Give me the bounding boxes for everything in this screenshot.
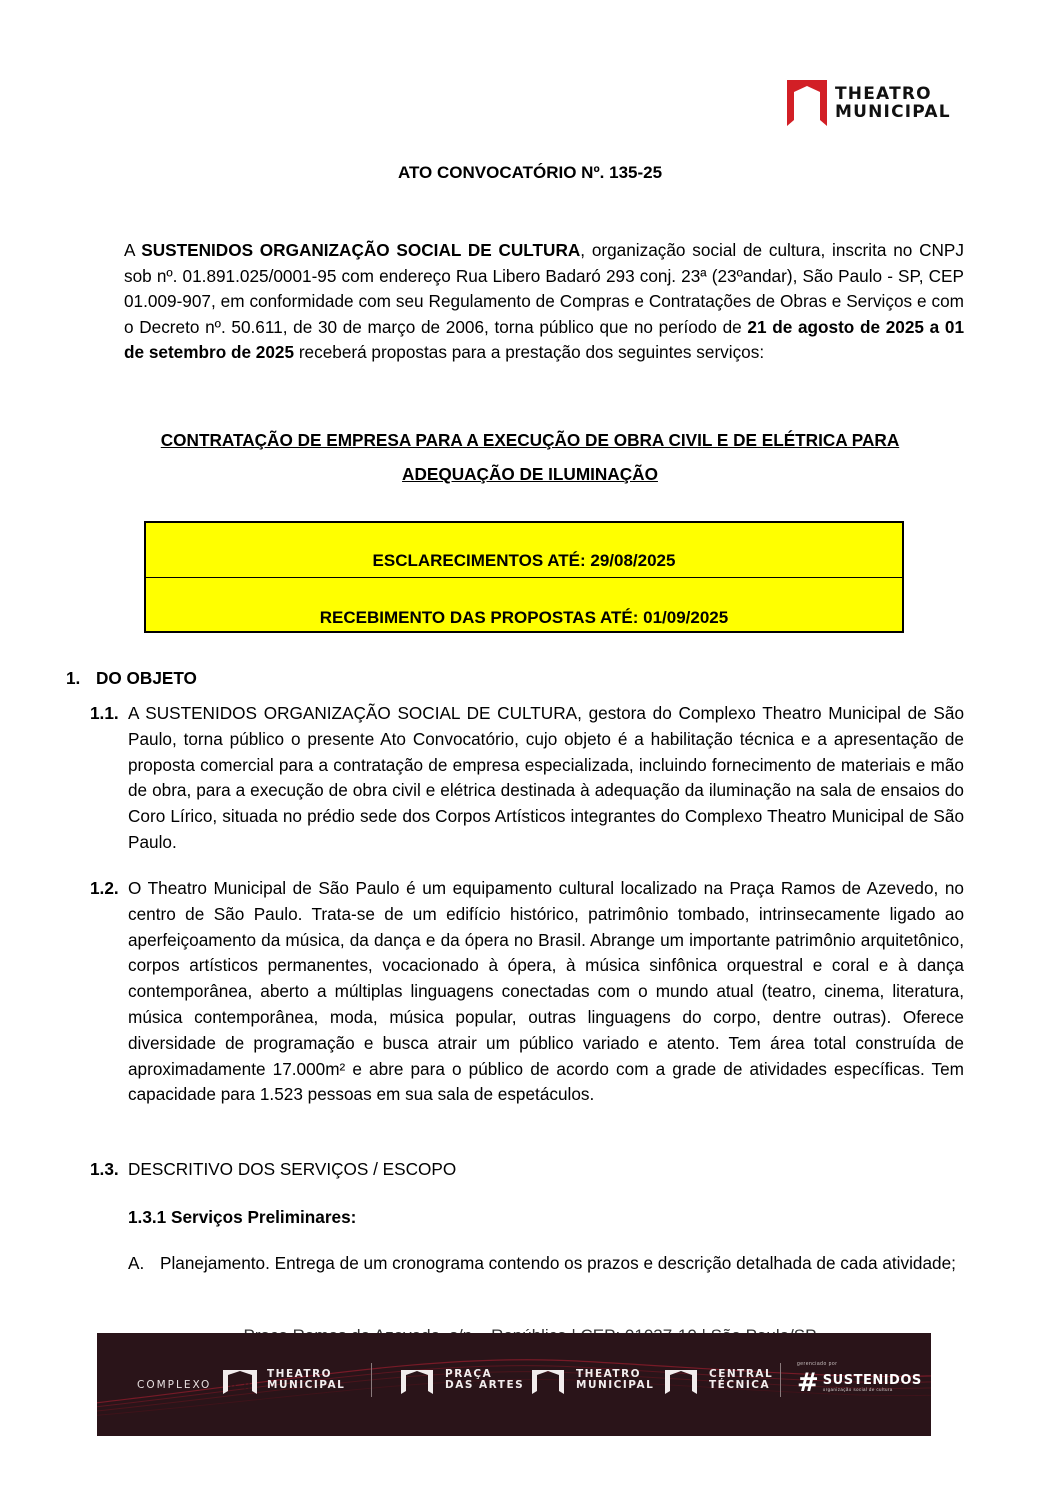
arch-icon (399, 1366, 437, 1394)
footer-logo-praca-das-artes: PRAÇA DAS ARTES (399, 1366, 524, 1394)
footer-separator (371, 1363, 372, 1397)
theatro-arch-icon (221, 1366, 259, 1394)
proposal-period: 21 de agosto de 2025 a 01 de setembro de 2025 (124, 316, 964, 363)
list-item-a: A. Planejamento. Entrega de um cronograma contendo os prazos e descrição detalhada de cada atividade; (128, 1253, 956, 1273)
footer-logo-theatro-municipal-2: THEATRO MUNICIPAL (530, 1366, 654, 1394)
subsection-1-3-1-title: 1.3.1 Serviços Preliminares: (128, 1207, 357, 1227)
managed-by-label: gerenciado por (797, 1361, 838, 1367)
item-1-1: 1.1. A SUSTENIDOS ORGANIZAÇÃO SOCIAL DE CULTURA, gestora do Complexo Theatro Municipal de São Paulo, torna público o presente Ato Convocatório, cujo objeto é a habilitação técnica e a apresentação de proposta comercial para a contratação de empresa especializada, incluindo fornecimento de materiais e mão de obra, para a execução de obra civil e elétrica destinada à adequação da iluminação na sala de ensaios do Coro Lírico, situada no prédio sede dos Corpos Artísticos integrantes do Complexo Theatro Municipal de São Paulo. (90, 703, 964, 852)
arch-icon (530, 1366, 568, 1394)
hash-icon: # (797, 1368, 819, 1398)
organization-name: SUSTENIDOS ORGANIZAÇÃO SOCIAL DE CULTURA (141, 240, 581, 260)
subject-heading: CONTRATAÇÃO DE EMPRESA PARA A EXECUÇÃO DE OBRA CIVIL E DE ELÉTRICA PARA ADEQUAÇÃO DE ILUMINAÇÃO (160, 430, 900, 484)
section-1-title: 1. DO OBJETO (66, 668, 197, 688)
clarifications-deadline: ESCLARECIMENTOS ATÉ: 29/08/2025 (146, 523, 902, 578)
item-1-2: 1.2. O Theatro Municipal de São Paulo é um equipamento cultural localizado na Praça Ramos de Azevedo, no centro de São Paulo. Trata-se de um edifício histórico, patrimônio tombado, intrinsecamente ligado ao aperfeiçoamento da música, da dança e da ópera no Brasil. Abrange um importante patrimônio arquitetônico, corpos artísticos permanentes, vocacionado à ópera, à música sinfônica orquestral e coral e à dança contemporânea, aberto a múltiplas linguagens conectadas com o mundo atual (teatro, cinema, literatura, música contemporânea, moda, música popular, outras linguagens do corpo, dentre outras). Oferece diversidade de programação e busca atrair um público variado e atento. Tem área total construída de aproximadamente 17.000m² e abre para o público de acordo com a grade de atividades específicas. Tem capacidade para 1.523 pessoas em sua sala de espetáculos. (90, 878, 964, 1105)
footer-logo-sustenidos: gerenciado por # SUSTENIDOS organização social de cultura (797, 1361, 922, 1398)
arch-icon (663, 1366, 701, 1394)
footer-logo-theatro-municipal: THEATRO MUNICIPAL (221, 1366, 345, 1394)
footer-logo-central-tecnica: CENTRAL TÉCNICA (663, 1366, 773, 1394)
intro-paragraph: A SUSTENIDOS ORGANIZAÇÃO SOCIAL DE CULTURA, organização social de cultura, inscrita no CNPJ sob nº. 01.891.025/0001-95 com endereço Rua Libero Badaró 293 conj. 23ª (23ºandar), São Paulo - SP, CEP 01.009-907, em conformidade com seu Regulamento de Compras e Contratações de Obras e Serviços e com o Decreto nº. 50.611, de 30 de março de 2006, torna público que no período de 21 de agosto de 2025 a 01 de setembro de 2025 receberá propostas para a prestação dos seguintes serviços: (124, 240, 964, 363)
item-1-3: 1.3. DESCRITIVO DOS SERVIÇOS / ESCOPO (90, 1159, 457, 1179)
footer-banner (97, 1333, 931, 1436)
theatro-arch-icon (787, 80, 827, 126)
deadline-box (144, 521, 904, 633)
footer-separator (780, 1363, 781, 1397)
logo-line2: MUNICIPAL (835, 102, 951, 122)
theatro-municipal-logo (787, 80, 951, 126)
document-title: ATO CONVOCATÓRIO Nº. 135-25 (397, 163, 663, 182)
proposals-deadline: RECEBIMENTO DAS PROPOSTAS ATÉ: 01/09/2025 (319, 608, 729, 627)
complexo-label: COMPLEXO (137, 1379, 212, 1391)
logo-line1: THEATRO (835, 84, 932, 104)
